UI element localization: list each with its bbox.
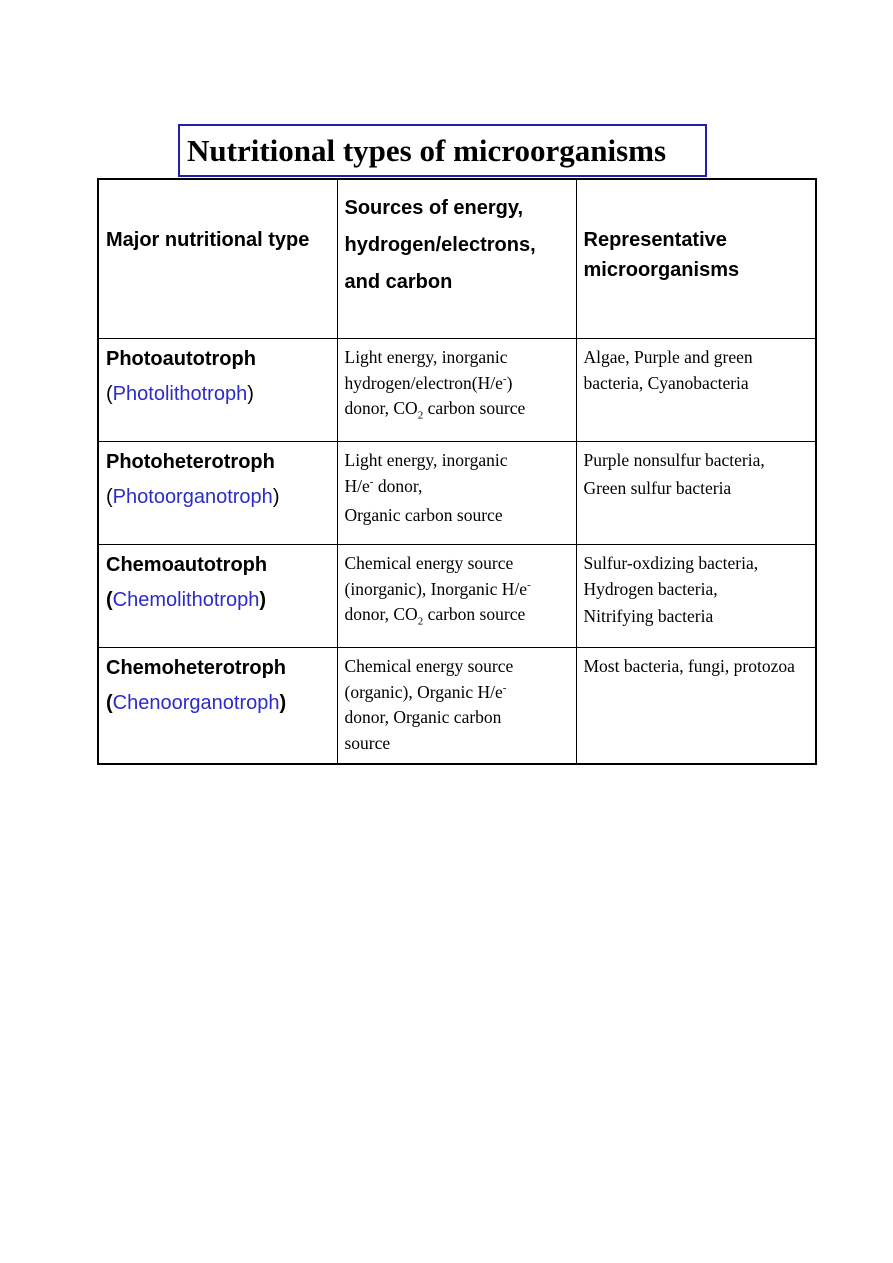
nutrition-table: [97, 178, 817, 765]
organisms-cell: Most bacteria, fungi, protozoa: [576, 648, 816, 765]
organisms-cell: Sulfur-oxdizing bacteria, Hydrogen bacteria, Nitrifying bacteria: [576, 545, 816, 648]
table-row: [98, 648, 816, 765]
type-name: Chemoautotroph: [106, 554, 268, 576]
page-title: Nutritional types of microorganisms: [178, 124, 707, 177]
organisms-cell: Purple nonsulfur bacteria, Green sulfur bacteria: [576, 442, 816, 545]
type-cell: [98, 339, 337, 442]
sources-cell: Chemical energy source (inorganic), Inorganic H/e- donor, $CO_2$ carbon source: [337, 545, 576, 648]
table-row: [98, 545, 816, 648]
organisms-cell: Algae, Purple and green bacteria, Cyanobacteria: [576, 339, 816, 442]
sources-cell: Chemical energy source (organic), Organic H/e- donor, Organic carbon source: [337, 648, 576, 765]
type-cell: [98, 648, 337, 765]
type-alt-name: (Photoorganotroph): [106, 486, 280, 508]
header-sources: Sources of energy, hydrogen/electrons, and carbon: [337, 179, 576, 339]
type-name: Photoheterotroph: [106, 451, 275, 473]
type-alt-name: (Chenoorganotroph): [106, 692, 287, 714]
type-alt-name: (Chemolithotroph): [106, 589, 267, 611]
header-major-type: Major nutritional type: [98, 179, 337, 339]
type-name: Chemoheterotroph: [106, 657, 286, 679]
type-cell: [98, 545, 337, 648]
table-row: [98, 442, 816, 545]
table-header-row: [98, 179, 816, 339]
sources-cell: Light energy, inorganic hydrogen/electron(H/e-) donor, $CO_2$ carbon source: [337, 339, 576, 442]
type-alt-name: (Photolithotroph): [106, 383, 254, 405]
type-cell: [98, 442, 337, 545]
type-name: Photoautotroph: [106, 348, 256, 370]
sources-cell: Light energy, inorganic H/e- donor, Organic carbon source: [337, 442, 576, 545]
header-representatives: Representative microorganisms: [576, 179, 816, 339]
table-row: [98, 339, 816, 442]
